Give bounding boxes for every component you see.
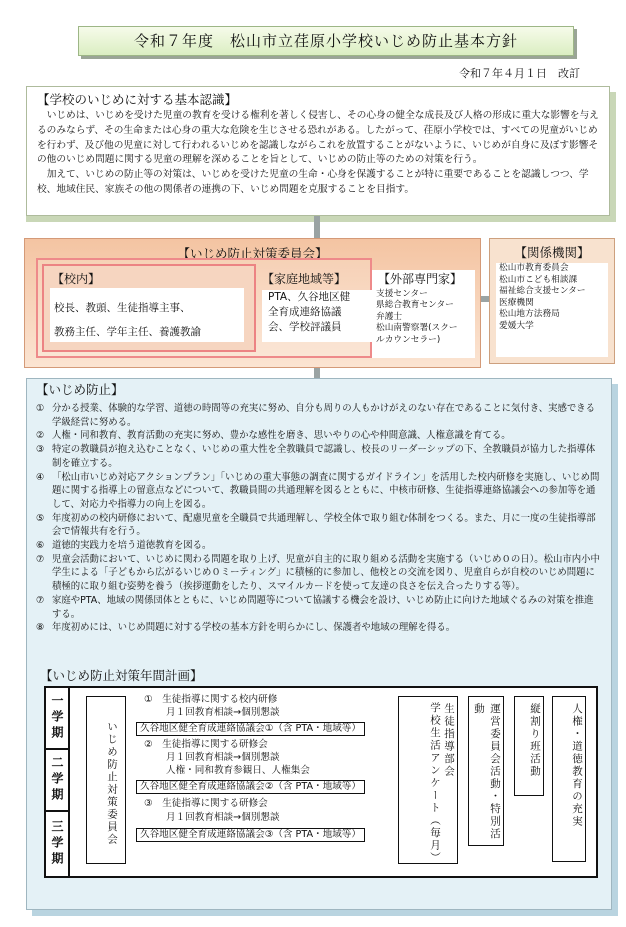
plan-t1-consult: 月１回教育相談→個別懇談 <box>166 707 280 718</box>
agency-item: 医療機関 <box>499 297 534 308</box>
agency-item: 福祉総合支援センター <box>499 286 586 297</box>
prevention-item <box>36 512 600 539</box>
prevention-item-text: 家庭やPTA、地域の関係団体とともに、いじめ問題等について協議する機会を設け、いじめ防止に向けた地域ぐるみの対策を推進する。 <box>52 594 594 620</box>
agency-item: 愛媛大学 <box>499 320 534 331</box>
home-community-line: 全育成連絡協議 <box>268 306 342 318</box>
home-community-line: PTA、久谷地区健 <box>268 291 351 303</box>
prevention-item-text: 児童会活動において、いじめに関わる問題を取り上げ、児童が自主的に取り組める活動を実施する（いじめ０の日）。松山市内小中学生による「子どもから広がるいじめ０ミーティング」に積極的に参加し、他校との交流を図り、児童自らが自校のいじめ問題に積極的に取り組む姿勢を養う（挨拶運動をしたり、スマイルカードを使って友達の良さを伝え合ったりする等）。 <box>52 553 600 593</box>
prevention-item <box>36 471 600 512</box>
prevention-item-number: ① <box>36 403 45 414</box>
prevention-item-number: ② <box>36 430 45 442</box>
prevention-item <box>36 539 600 553</box>
connector <box>314 216 320 238</box>
basic-recognition-body <box>37 109 599 198</box>
prevention-item-text: 年度初めには、いじめ問題に対する学校の基本方針を明らかにし、保護者や地域の理解を得る。 <box>52 622 456 634</box>
internal-members-box <box>42 264 256 352</box>
plan-t1-council: 久谷地区健全育成連絡協議会①（含 PTA・地域等） <box>136 722 365 736</box>
prevention-item-number: ④ <box>36 471 45 483</box>
internal-members <box>54 296 201 344</box>
prevention-heading: 【いじめ防止】 <box>36 382 124 397</box>
internal-heading: 【校内】 <box>52 272 101 286</box>
prevention-item-text: 人権・同和教育、教育活動の充実に努め、豊かな感性を磨き、思いやりの心や仲間意識、人権意識を育てる。 <box>52 430 511 442</box>
agency-item: 松山市教育委員会 <box>499 263 569 273</box>
prevention-item-number: ⑦ <box>36 594 45 606</box>
prevention-item-text: 分かる授業、体験的な学習、道徳の時間等の充実に努め、自分も周りの人もかけがえのない存在であることに気付き、実感できる学級経営に努める。 <box>52 403 596 428</box>
plan-t1-training: ① 生徒指導に関する校内研修 <box>144 694 278 705</box>
internal-members-line: 教務主任、学年主任、養護教諭 <box>54 326 201 338</box>
related-agencies-list <box>496 263 608 357</box>
page-title: 令和７年度 松山市立荏原小学校いじめ防止基本方針 <box>78 26 574 56</box>
plan-t2-human-rights: 人権・同和教育参観日、人権集会 <box>166 765 310 776</box>
external-expert-item: 支援センター <box>376 289 428 299</box>
internal-members-line: 校長、教頭、生徒指導主事、 <box>54 302 191 314</box>
external-expert-item: 県総合教育センター <box>376 300 454 311</box>
annual-plan-heading: 【いじめ防止対策年間計画】 <box>40 668 203 683</box>
basic-paragraph: 加えて、いじめの防止等の対策は、いじめを受けた児童の生命・心身を保護することが特に重要であることを認識しつつ、学校、地域住民、家族その他の関係者の連携の下、いじめ問題を克服することを目指す。 <box>37 169 589 195</box>
external-experts-heading: 【外部専門家】 <box>378 272 463 286</box>
related-agencies-section <box>489 238 615 364</box>
prevention-item <box>36 429 600 443</box>
annual-plan-table <box>44 686 598 878</box>
prevention-item <box>36 621 600 635</box>
agency-item: 松山地方法務局 <box>499 309 560 320</box>
home-community-line: 会、学校評議員 <box>268 321 342 333</box>
prevention-item-number: ⑧ <box>36 622 45 634</box>
external-expert-item: ルカウンセラー) <box>376 334 441 345</box>
prevention-item <box>36 594 600 621</box>
prevention-item-text: 特定の教職員が抱え込むことなく、いじめの重大性を全教職員で認識し、校長のリーダーシップの下、全教職員が協力した指導体制を確立する。 <box>52 444 596 469</box>
external-expert-item: 弁護士 <box>376 311 403 322</box>
prevention-item <box>36 443 600 470</box>
committee-column: いじめ防止対策委員会 <box>86 696 126 864</box>
term-second: 二学期 <box>46 750 70 812</box>
prevention-item-number: ③ <box>36 444 45 456</box>
term-first: 一学期 <box>46 688 70 750</box>
basic-paragraph: いじめは、いじめを受けた児童の教育を受ける権利を著しく侵害し、その心身の健全な成長及び人格の形成に重大な影響を与えるのみならず、その生命または心身の重大な危険を生じさせる恐れがある。したがって、荏原小学校では、すべての児童がいじめを行わず、及び他の児童に対して行われるいじめを認識しながらこれを放置することがないように、いじめが自身に及ぼす影響その他のいじめ問題に関する児童の理解を深めることを旨として、いじめの防止等のための対策を行う。 <box>37 110 599 166</box>
prevention-item-number: ⑤ <box>36 512 45 524</box>
basic-recognition-heading: 【学校のいじめに対する基本認識】 <box>37 92 238 107</box>
plan-t2-council: 久谷地区健全育成連絡協議会②（含 PTA・地域等） <box>136 780 365 794</box>
prevention-item-number: ⑦ <box>36 553 45 565</box>
external-experts-list <box>376 289 458 346</box>
plan-column-survey: 学校生活アンケート（毎月） <box>429 702 441 865</box>
prevention-item-number: ⑥ <box>36 540 45 552</box>
term-third: 三学期 <box>46 812 70 876</box>
prevention-item-text: 「松山市いじめ対応アクションプラン」「いじめの重大事態の調査に関するガイドライン」を活用した校内研修を実施し、いじめ問題に関する指導上の留意点などについて、教職員間の共通理解を図るとともに、中核市研修、生徒指導連絡協議会への参加等を通して、対応力や指導力の向上を図る。 <box>52 471 600 510</box>
plan-t3-council: 久谷地区健全育成連絡協議会③（含 PTA・地域等） <box>136 828 365 842</box>
plan-column-student-council: 運営委員会活動・特別活動 <box>468 696 504 846</box>
plan-column-mixed-group: 縦割り班活動 <box>514 696 544 796</box>
prevention-item-text: 道徳的実践力を培う道徳教育を図る。 <box>52 540 212 552</box>
prevention-item-text: 年度初めの校内研修において、配慮児童を全職員で共通理解し、学校全体で取り組む体制をつくる。また、月に一度の生徒指導部会で情報共有を行う。 <box>52 512 596 538</box>
home-community-heading: 【家庭地域等】 <box>262 272 347 286</box>
plan-column-text: 生徒指導部会 <box>443 703 455 778</box>
plan-t3-consult: 月１回教育相談→個別懇談 <box>166 812 280 823</box>
plan-t2-training: ② 生徒指導に関する研修会 <box>144 739 268 750</box>
basic-recognition-section <box>26 86 610 216</box>
external-expert-item: 松山南警察署(スクー <box>376 323 458 334</box>
plan-t2-consult: 月１回教育相談→個別懇談 <box>166 752 280 763</box>
home-community-members <box>262 290 372 342</box>
prevention-item <box>36 402 600 429</box>
agency-item: 松山市こども相談課 <box>499 274 578 285</box>
related-agencies-heading: 【関係機関】 <box>514 245 590 260</box>
prevention-list <box>36 402 600 635</box>
plan-t3-training: ③ 生徒指導に関する研修会 <box>144 798 268 809</box>
revision-date: 令和７年４月１日 改訂 <box>459 67 580 80</box>
prevention-item <box>36 553 600 594</box>
plan-column-human-rights: 人権・道徳教育の充実 <box>552 696 586 862</box>
committee-heading: 【いじめ防止対策委員会】 <box>177 246 328 261</box>
